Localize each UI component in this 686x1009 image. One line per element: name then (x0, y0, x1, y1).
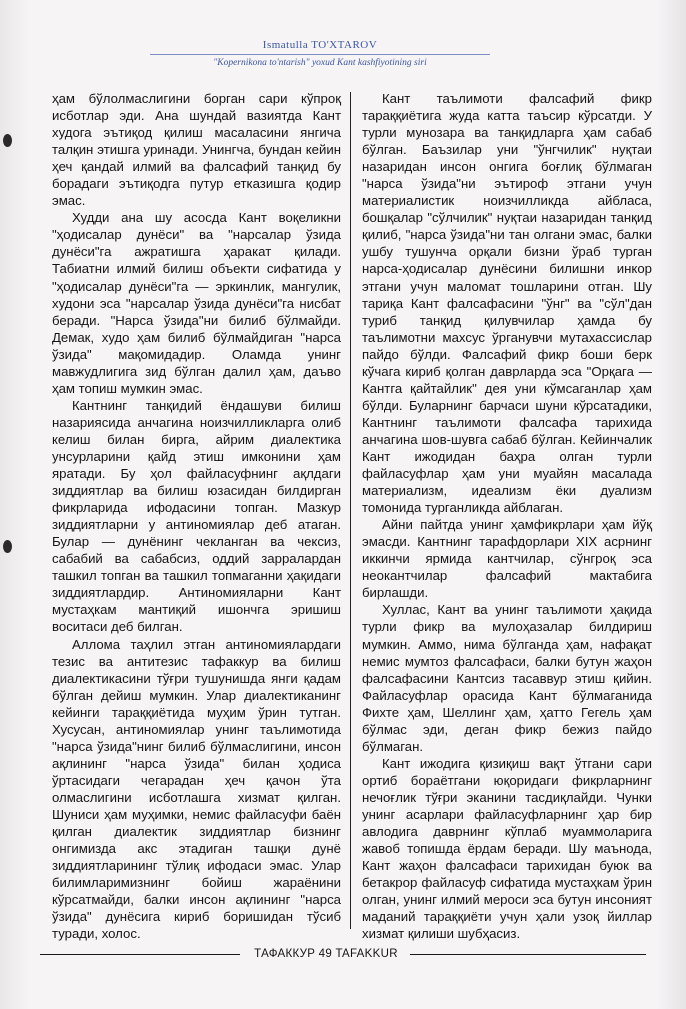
header-author: Ismatulla TO'XTAROV (262, 39, 378, 51)
paragraph: Кант ижодига қизиқиш вақт ўтгани сари ортиб бораётгани юқоридаги фикрларнинг нечоғлик тўғри эканини тасдиқлайди. Чунки унинг асарлари файласуфларнинг ҳар бир авлодига даврнинг кўплаб муаммоларига жавоб топишда ёрдам беради. Шу маънода, Кант жаҳон фалсафаси тарихидан буюк ва бетакрор файласуф сифатида мустаҳкам ўрин олган, унинг илмий мероси эса бутун инсоният маданий тараққиёти учун ҳали узоқ йиллар хизмат қилиши шубҳасиз. (362, 755, 652, 942)
paragraph: Кантнинг танқидий ёндашуви билиш назариясида анчагина ноизчилликларга олиб келиш билан бирга, айрим диалектика унсурларини қайд этиш имконини ҳам яратади. Бу ҳол файласуфнинг ақлдаги зиддиятлар ва билиш юзасидан билдирган фикрларида ифодасини топган. Мазкур зиддиятларни у антиномиялар деб атаган. Булар — дунёнинг чекланган ва чексиз, сабабий ва сабабсиз, оддий зарралардан ташкил топган ва ташкил топмаганни ҳақидаги зиддиятлардир. Антиномияларни Кант мустаҳкам мантиқий ишончга эришиш воситаси деб билган. (52, 397, 341, 635)
footer-rule-left (40, 954, 240, 955)
paragraph: Аллома таҳлил этган антиномиялардаги тезис ва антитезис тафаккур ва билиш диалектикасини тўғри тушунишда янги қадам бўлган дейиш мумкин. Улар диалектиканинг кейинги тараққиётида муҳим ўрин тутган. Хусусан, антиномиялар унинг таълимотида "нарса ўзида"нинг билиб бўлмаслигини, инсон ақлининг "нарса ўзида" билан ҳодиса ўртасидаги чегарадан ҳеч қачон ўта олмаслигини исботлашга хизмат қилган. Шуниси ҳам муҳимки, немис файласуфи баён қилган диалектик зиддиятлар бизнинг онгимизда акс этадиган ташқи дунё зиддиятларининг тўлиқ ифодаси эмас. Улар билимларимизнинг бойиш жараёнини кўрсатмайди, балки инсон ақлининг "нарса ўзида" дунёсига кириб боришидан тўсиб туради, холос. (52, 636, 341, 942)
column-divider (350, 92, 351, 929)
paragraph: ҳам бўлолмаслигини борган сари кўпроқ исботлар эди. Ана шундай вазиятда Кант худога эътиқод қилиш масаласини янгича талқин этишга уринади. Унингча, бундан кейин ҳеч қандай илмий ва фалсафий танқид бу борадаги эътиқодга путур етказишга қодир эмас. (52, 91, 341, 209)
paragraph: Кант таълимоти фалсафий фикр тараққиётига жуда катта таъсир кўрсатди. У турли мунозара ва танқидларга ҳам сабаб бўлган. Баъзилар уни "ўнгчилик" нуқтаи назаридан инсон онгига боғлиқ бўлмаган "нарса ўзида"ни эътироф этгани учун материалистик ноизчилликда айбласа, бошқалар "сўлчилик" нуқтаи назаридан танқид қилиб, "нарса ўзида"ни тан олгани эмас, балки ушбу тушунча орқали бизни ўраб турган нарса-ҳодисалар дунёсини билишни инкор этгани учун маломат тошларини отган. Шу тариқа Кант фалсафасини "ўнг" ва "сўл"дан туриб танқид қилувчилар ҳамда бу таълимотни махсус ўрганувчи мутахассислар пайдо бўлди. Фалсафий фикр боши берк кўчага кириб қолган даврларда эса "Орқага — Кантга қайтайлик" дея уни кўмсаганлар ҳам бўлди. Буларнинг барчаси шуни кўрсатадики, Кантнинг таълимоти фалсафа тарихида анчагина шов-шувга сабаб бўлган. Кейинчалик Кант ижодидан баҳра олган турли файласуфлар ҳам уни муайян масалада материализм, идеализм ёки дуализм томонида турганликда айблаган. (362, 91, 652, 516)
paragraph: Хуллас, Кант ва унинг таълимоти ҳақида турли фикр ва мулоҳазалар билдириш мумкин. Аммо, нима бўлганда ҳам, нафақат немис мумтоз фалсафаси, балки бутун жаҳон фалсафасини Кантсиз тасаввур этиш қийин. Файласуфлар орасида Кант бўлмаганида Фихте ҳам, Шеллинг ҳам, ҳатто Гегель ҳам бўлмас эди, деган фикр бежиз пайдо бўлмаган. (362, 602, 652, 754)
paragraph: Айни пайтда унинг ҳамфикрлари ҳам йўқ эмасди. Кантнинг тарафдорлари XIX асрнинг иккинчи ярмида кантчилар, сўнгроқ эса неокантчилар фалсафий мактабига бирлашди. (362, 517, 652, 601)
paragraph: Худди ана шу асосда Кант воқеликни "ҳодисалар дунёси" ва "нарсалар ўзида дунёси"га ажратишга ҳаракат қилади. Табиатни илмий билиш объекти сифатида у "ҳодисалар дунёси"га — эркинлик, мангулик, худони эса "нарсалар ўзида дунёси"га нисбат беради. "Нарса ўзида"ни билиб бўлмайди. Демак, худо ҳам билиб бўлмайдиган "нарса ўзида" мақомидадир. Оламда унинг мавжудлигига зид бўлган далил ҳам, даъво ҳам топиш мумкин эмас. (52, 210, 341, 396)
running-header (150, 38, 490, 70)
header-rule (150, 54, 490, 55)
binding-hole (3, 540, 12, 553)
right-column (362, 90, 652, 942)
footer-rule-right (410, 954, 646, 955)
left-column (52, 90, 341, 942)
page-footer (40, 947, 646, 961)
footer-folio: ТАФАККУР 49 TAFAKKUR (254, 948, 398, 960)
header-subtitle: "Kopernikona to'ntarish" yoxud Kant kashfiyotining siri (213, 58, 427, 68)
binding-hole (3, 134, 12, 147)
